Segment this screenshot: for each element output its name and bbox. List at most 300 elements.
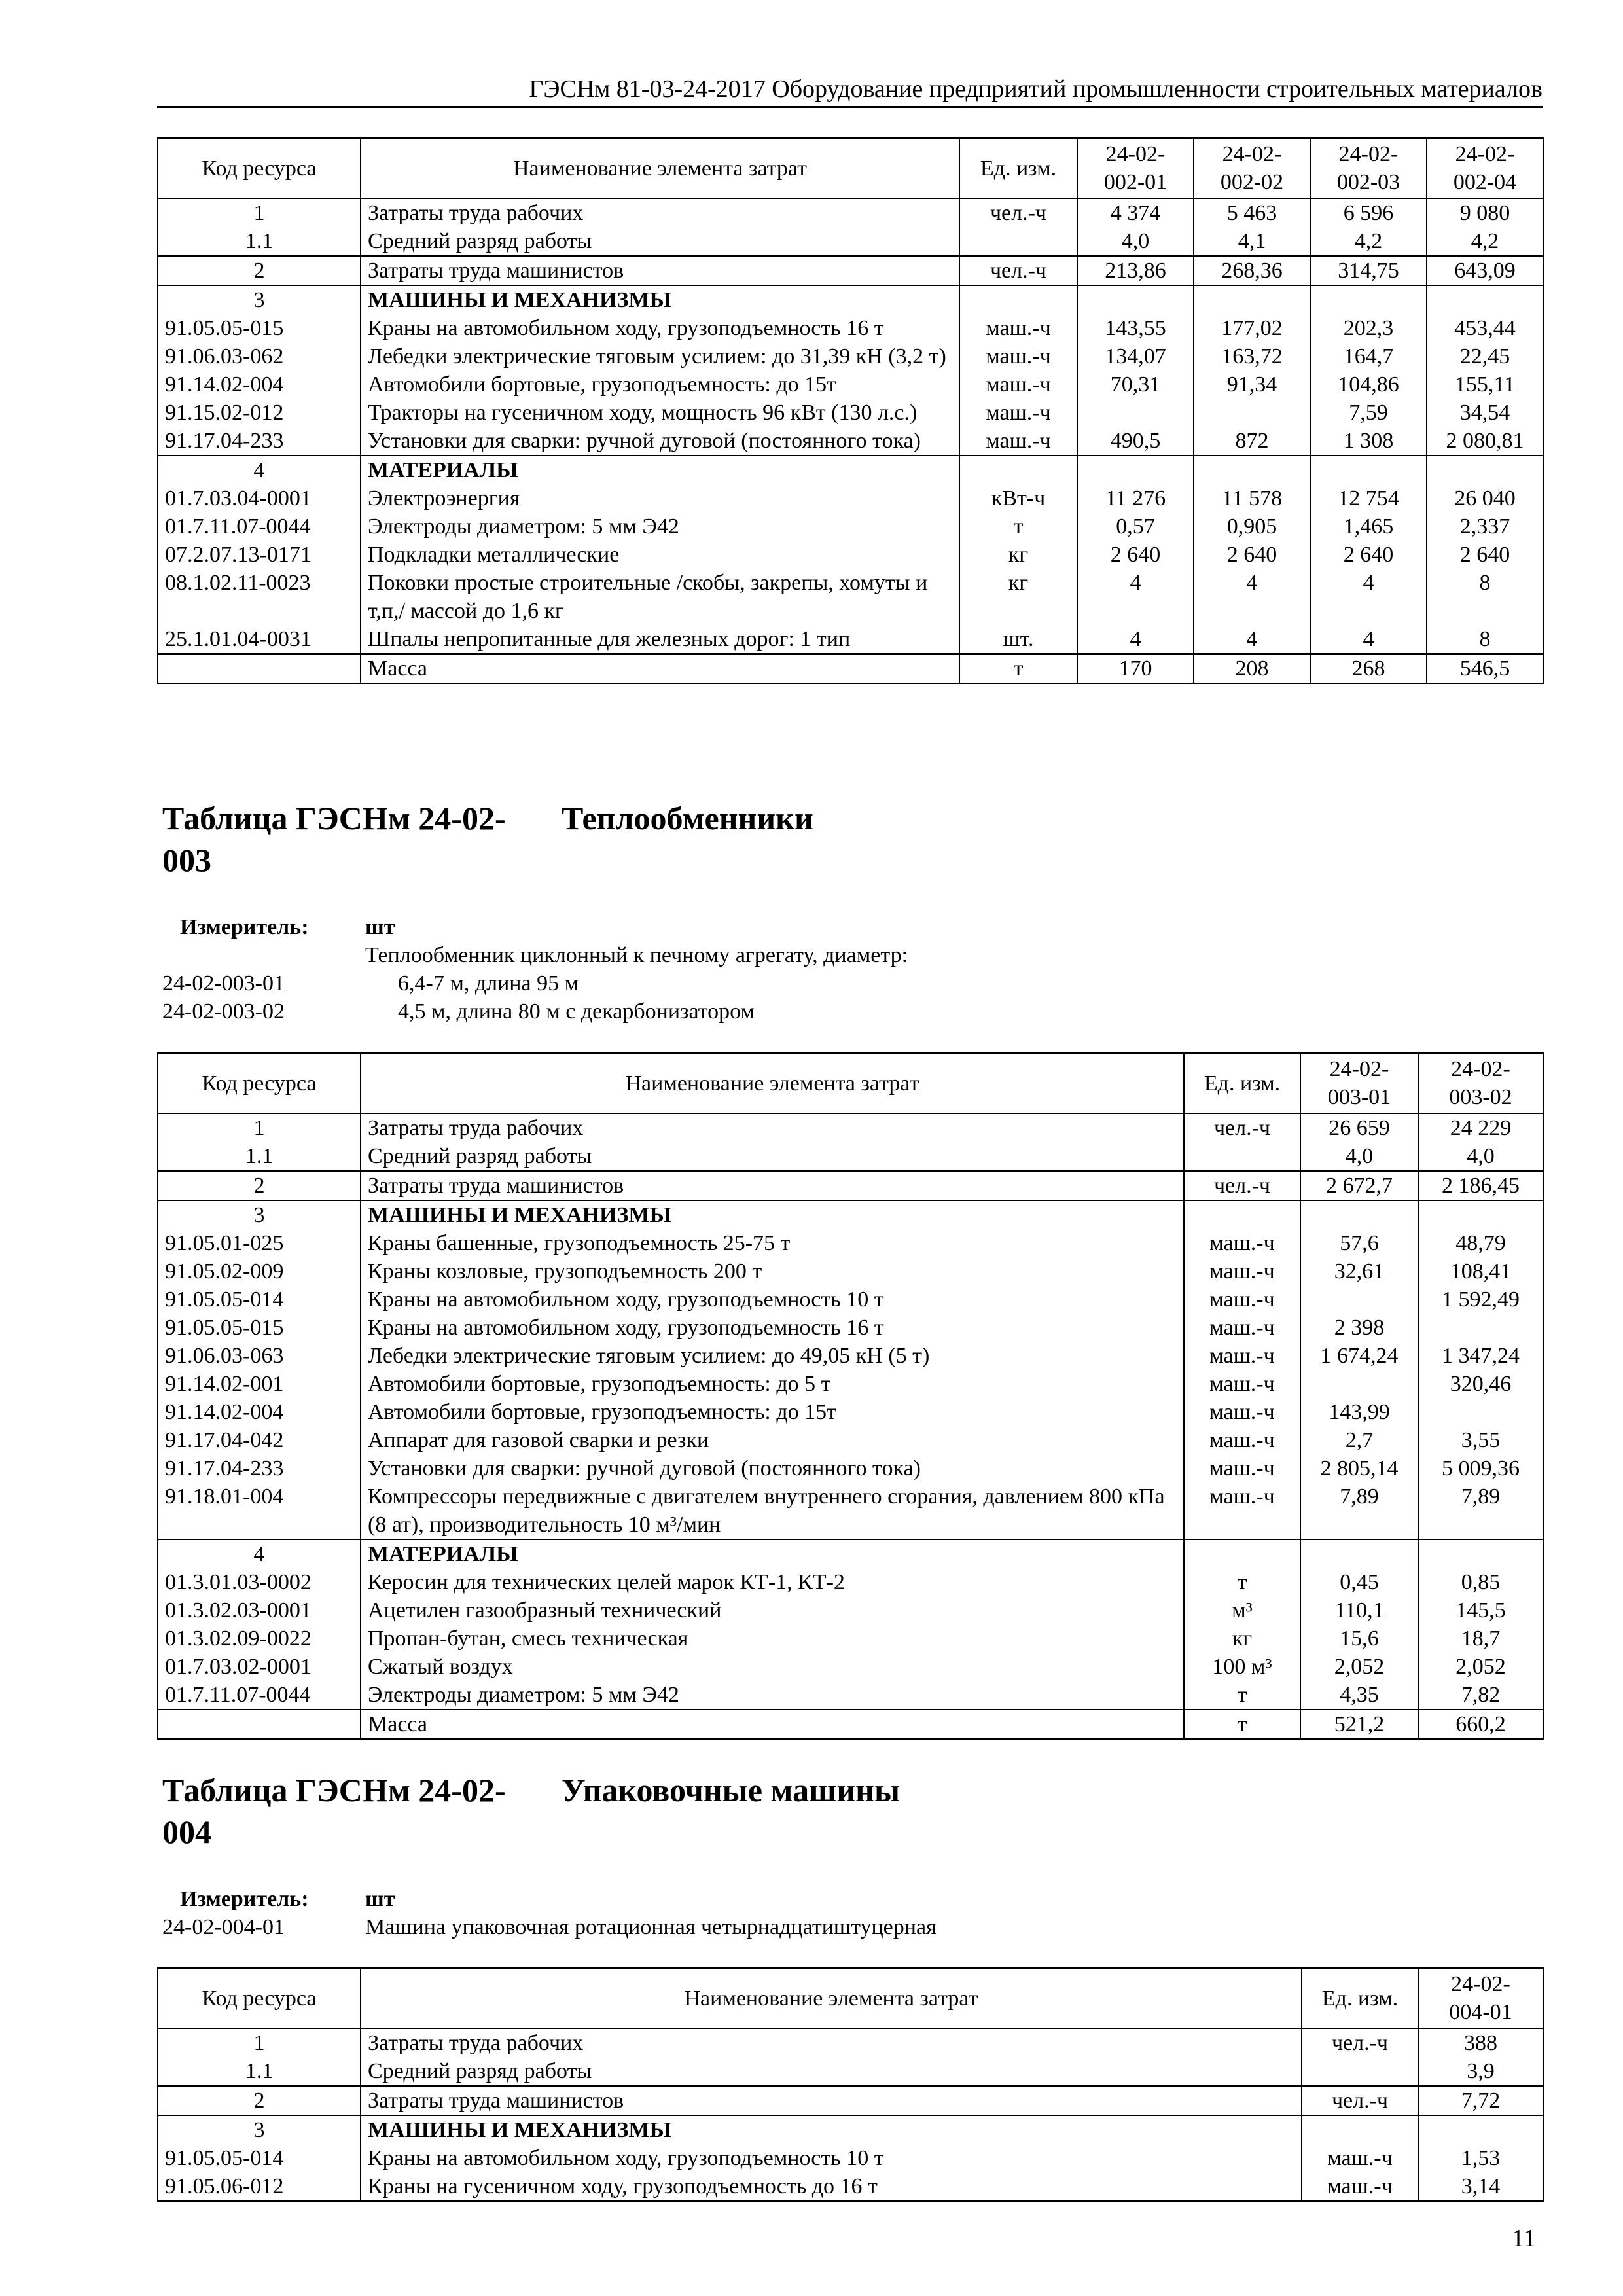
resource-value (1077, 399, 1194, 427)
resource-value: 32,61 (1300, 1257, 1418, 1285)
resource-value: 660,2 (1418, 1710, 1543, 1739)
resource-name: Аппарат для газовой сварки и резки (361, 1426, 1184, 1454)
resource-value: 546,5 (1427, 654, 1543, 683)
resource-value: 490,5 (1077, 427, 1194, 456)
col-unit: Ед. изм. (959, 138, 1077, 198)
resource-code: 91.06.03-062 (158, 342, 361, 370)
resource-value: 5 463 (1194, 198, 1310, 227)
resource-unit: маш.-ч (1184, 1454, 1300, 1482)
resource-value: 7,89 (1300, 1482, 1418, 1539)
table-row (158, 1710, 1543, 1739)
resource-value (1418, 1200, 1543, 1229)
resource-code: 91.05.02-009 (158, 1257, 361, 1285)
resource-value: 388 (1418, 2028, 1543, 2057)
resource-value: 268 (1310, 654, 1427, 683)
resource-value: 4 (1194, 625, 1310, 654)
resource-value: 5 009,36 (1418, 1454, 1543, 1482)
resource-value: 134,07 (1077, 342, 1194, 370)
table-row (158, 1426, 1543, 1454)
resource-value: 91,34 (1194, 370, 1310, 399)
resource-name: Затраты труда машинистов (361, 1171, 1184, 1200)
resource-name: МАШИНЫ И МЕХАНИЗМЫ (361, 285, 959, 314)
resource-name: Затраты труда машинистов (361, 2086, 1302, 2115)
resource-unit (1302, 2115, 1418, 2144)
resource-code: 91.05.05-014 (158, 2144, 361, 2172)
resource-table-24-02-002 (157, 137, 1544, 684)
resource-code: 4 (158, 1539, 361, 1568)
resource-unit (959, 227, 1077, 256)
resource-value: 7,82 (1418, 1681, 1543, 1710)
resource-value: 34,54 (1427, 399, 1543, 427)
resource-value (1077, 456, 1194, 484)
resource-unit (1302, 2057, 1418, 2086)
resource-code (158, 1710, 361, 1739)
resource-value: 2 805,14 (1300, 1454, 1418, 1482)
resource-name: Установки для сварки: ручной дуговой (постоянного тока) (361, 427, 959, 456)
resource-unit: т (1184, 1710, 1300, 1739)
resource-value: 4,1 (1194, 227, 1310, 256)
resource-unit: чел.-ч (1302, 2086, 1418, 2115)
resource-name: МАТЕРИАЛЫ (361, 1539, 1184, 1568)
resource-name: Средний разряд работы (361, 2057, 1302, 2086)
resource-value (1194, 456, 1310, 484)
resource-value: 202,3 (1310, 314, 1427, 342)
resource-code: 01.7.11.07-0044 (158, 1681, 361, 1710)
resource-value: 2,052 (1418, 1653, 1543, 1681)
resource-value: 4,35 (1300, 1681, 1418, 1710)
resource-value: 453,44 (1427, 314, 1543, 342)
col-norm: 24-02- 002-01 (1077, 138, 1194, 198)
resource-value: 2 640 (1310, 541, 1427, 569)
table-title-24-02-003: Таблица ГЭСНм 24-02- 003 (162, 800, 506, 878)
table-row (158, 314, 1543, 342)
col-norm: 24-02- 002-04 (1427, 138, 1543, 198)
meter-code: 24-02-004-01 (162, 1915, 285, 1939)
resource-value: 1 592,49 (1418, 1285, 1543, 1314)
resource-value: 2 398 (1300, 1314, 1418, 1342)
resource-name: Масса (361, 1710, 1184, 1739)
resource-value: 108,41 (1418, 1257, 1543, 1285)
resource-value: 1 347,24 (1418, 1342, 1543, 1370)
resource-value: 164,7 (1310, 342, 1427, 370)
resource-name: МАШИНЫ И МЕХАНИЗМЫ (361, 2115, 1302, 2144)
resource-code: 91.05.01-025 (158, 1229, 361, 1257)
resource-code: 91.17.04-233 (158, 1454, 361, 1482)
resource-code: 3 (158, 2115, 361, 2144)
resource-value: 4,0 (1418, 1142, 1543, 1171)
col-name: Наименование элемента затрат (361, 138, 959, 198)
resource-name: Краны на автомобильном ходу, грузоподъемность 10 т (361, 1285, 1184, 1314)
resource-value (1418, 1314, 1543, 1342)
resource-name: Компрессоры передвижные с двигателем внутреннего сгорания, давлением 800 кПа (8 ат), производительность 10 м³/мин (361, 1482, 1184, 1539)
resource-value (1418, 1398, 1543, 1426)
table-row (158, 1539, 1543, 1568)
resource-value (1310, 285, 1427, 314)
resource-value: 1,53 (1418, 2144, 1543, 2172)
resource-unit: чел.-ч (959, 198, 1077, 227)
resource-value: 4,2 (1427, 227, 1543, 256)
col-norm: 24-02- 003-02 (1418, 1053, 1543, 1113)
resource-name: Затраты труда машинистов (361, 256, 959, 285)
table-row (158, 1342, 1543, 1370)
table-name: Упаковочные машины (562, 1772, 900, 1808)
table-row (158, 1596, 1543, 1624)
col-norm: 24-02- 004-01 (1418, 1968, 1543, 2028)
resource-value: 26 040 (1427, 484, 1543, 512)
meter-text: 4,5 м, длина 80 м с декарбонизатором (398, 999, 755, 1024)
resource-name: Краны на гусеничном ходу, грузоподъемность до 16 т (361, 2172, 1302, 2201)
col-code: Код ресурса (158, 1968, 361, 2028)
col-norm: 24-02- 002-03 (1310, 138, 1427, 198)
resource-value: 2 640 (1077, 541, 1194, 569)
resource-unit: маш.-ч (959, 314, 1077, 342)
resource-code: 25.1.01.04-0031 (158, 625, 361, 654)
resource-value (1310, 456, 1427, 484)
resource-value: 7,59 (1310, 399, 1427, 427)
col-code: Код ресурса (158, 1053, 361, 1113)
resource-value: 143,55 (1077, 314, 1194, 342)
resource-value (1418, 2115, 1543, 2144)
resource-name: МАТЕРИАЛЫ (361, 456, 959, 484)
resource-code: 01.3.02.03-0001 (158, 1596, 361, 1624)
resource-value: 4 (1310, 625, 1427, 654)
meter-unit: шт (365, 915, 395, 939)
resource-value: 268,36 (1194, 256, 1310, 285)
resource-code: 4 (158, 456, 361, 484)
resource-value: 4,2 (1310, 227, 1427, 256)
resource-value: 70,31 (1077, 370, 1194, 399)
resource-unit: т (1184, 1681, 1300, 1710)
resource-code: 1.1 (158, 1142, 361, 1171)
table-row (158, 625, 1543, 654)
resource-value: 0,57 (1077, 512, 1194, 541)
resource-value: 521,2 (1300, 1710, 1418, 1739)
resource-name: Пропан-бутан, смесь техническая (361, 1624, 1184, 1653)
resource-unit: маш.-ч (1302, 2172, 1418, 2201)
table-row (158, 1681, 1543, 1710)
resource-value: 3,55 (1418, 1426, 1543, 1454)
resource-value: 3,9 (1418, 2057, 1543, 2086)
resource-value: 1 674,24 (1300, 1342, 1418, 1370)
resource-name: Краны на автомобильном ходу, грузоподъемность 16 т (361, 1314, 1184, 1342)
resource-unit: кг (1184, 1624, 1300, 1653)
table-row (158, 569, 1543, 625)
resource-name: Краны на автомобильном ходу, грузоподъемность 16 т (361, 314, 959, 342)
resource-value: 15,6 (1300, 1624, 1418, 1653)
resource-value (1194, 399, 1310, 427)
resource-code: 1.1 (158, 2057, 361, 2086)
resource-unit: чел.-ч (1302, 2028, 1418, 2057)
resource-unit: маш.-ч (959, 342, 1077, 370)
resource-value: 8 (1427, 625, 1543, 654)
resource-unit: чел.-ч (959, 256, 1077, 285)
table-row (158, 1113, 1543, 1142)
resource-code: 01.3.02.09-0022 (158, 1624, 361, 1653)
resource-value: 155,11 (1427, 370, 1543, 399)
resource-code: 91.14.02-004 (158, 1398, 361, 1426)
resource-value: 4 (1310, 569, 1427, 625)
table-row (158, 1142, 1543, 1171)
col-name: Наименование элемента затрат (361, 1053, 1184, 1113)
resource-unit (1184, 1142, 1300, 1171)
col-unit: Ед. изм. (1302, 1968, 1418, 2028)
resource-name: Затраты труда рабочих (361, 2028, 1302, 2057)
resource-value: 3,14 (1418, 2172, 1543, 2201)
resource-value: 1,465 (1310, 512, 1427, 541)
resource-code: 01.3.01.03-0002 (158, 1568, 361, 1596)
resource-name: Затраты труда рабочих (361, 1113, 1184, 1142)
meter-unit: шт (365, 1887, 395, 1911)
resource-table-24-02-003 (157, 1052, 1544, 1740)
resource-code: 2 (158, 256, 361, 285)
resource-code: 2 (158, 1171, 361, 1200)
table-name: Теплообменники (562, 800, 813, 836)
resource-value (1194, 285, 1310, 314)
table-row (158, 2086, 1543, 2115)
table-row (158, 1624, 1543, 1653)
resource-value: 170 (1077, 654, 1194, 683)
table-row (158, 370, 1543, 399)
resource-name: Поковки простые строительные /скобы, закрепы, хомуты и т,п,/ массой до 1,6 кг (361, 569, 959, 625)
resource-unit: маш.-ч (1184, 1314, 1300, 1342)
resource-value (1427, 285, 1543, 314)
resource-value: 4 374 (1077, 198, 1194, 227)
resource-value: 643,09 (1427, 256, 1543, 285)
resource-value: 6 596 (1310, 198, 1427, 227)
resource-value: 12 754 (1310, 484, 1427, 512)
resource-unit: маш.-ч (959, 370, 1077, 399)
resource-value: 2 672,7 (1300, 1171, 1418, 1200)
resource-name: Керосин для технических целей марок КТ-1, КТ-2 (361, 1568, 1184, 1596)
table-row (158, 2028, 1543, 2057)
resource-name: Тракторы на гусеничном ходу, мощность 96 кВт (130 л.с.) (361, 399, 959, 427)
table-row (158, 1454, 1543, 1482)
resource-value (1077, 285, 1194, 314)
resource-value: 57,6 (1300, 1229, 1418, 1257)
resource-code: 91.05.05-014 (158, 1285, 361, 1314)
table-row (158, 342, 1543, 370)
resource-value: 208 (1194, 654, 1310, 683)
resource-value (1300, 1539, 1418, 1568)
resource-value: 7,72 (1418, 2086, 1543, 2115)
resource-unit: маш.-ч (1184, 1229, 1300, 1257)
resource-unit (959, 285, 1077, 314)
resource-unit: маш.-ч (959, 427, 1077, 456)
resource-unit: кВт-ч (959, 484, 1077, 512)
table-row (158, 2172, 1543, 2201)
resource-value: 2 080,81 (1427, 427, 1543, 456)
table-title-24-02-004: Таблица ГЭСНм 24-02- 004 (162, 1772, 506, 1850)
resource-code: 91.06.03-063 (158, 1342, 361, 1370)
resource-unit: чел.-ч (1184, 1171, 1300, 1200)
resource-name: Средний разряд работы (361, 1142, 1184, 1171)
table-row (158, 1200, 1543, 1229)
table-row (158, 456, 1543, 484)
table-row (158, 2057, 1543, 2086)
resource-unit: маш.-ч (1184, 1398, 1300, 1426)
resource-value: 2 186,45 (1418, 1171, 1543, 1200)
resource-value: 0,45 (1300, 1568, 1418, 1596)
table-row (158, 1482, 1543, 1539)
col-name: Наименование элемента затрат (361, 1968, 1302, 2028)
col-unit: Ед. изм. (1184, 1053, 1300, 1113)
resource-code: 91.05.05-015 (158, 1314, 361, 1342)
resource-unit: м³ (1184, 1596, 1300, 1624)
col-norm: 24-02- 003-01 (1300, 1053, 1418, 1113)
resource-value: 2 640 (1194, 541, 1310, 569)
resource-value: 48,79 (1418, 1229, 1543, 1257)
col-norm: 24-02- 002-02 (1194, 138, 1310, 198)
table-row (158, 285, 1543, 314)
resource-value: 4,0 (1077, 227, 1194, 256)
table-row (158, 399, 1543, 427)
resource-code: 91.14.02-004 (158, 370, 361, 399)
resource-code: 1 (158, 1113, 361, 1142)
resource-code: 3 (158, 1200, 361, 1229)
resource-unit (1184, 1200, 1300, 1229)
resource-value: 320,46 (1418, 1370, 1543, 1398)
resource-value: 0,85 (1418, 1568, 1543, 1596)
table-row (158, 2115, 1543, 2144)
resource-name: Автомобили бортовые, грузоподъемность: до 15т (361, 1398, 1184, 1426)
resource-unit: т (959, 654, 1077, 683)
resource-value: 4 (1077, 569, 1194, 625)
resource-unit: кг (959, 569, 1077, 625)
page-header: ГЭСНм 81-03-24-2017 Оборудование предприятий промышленности строительных материалов (157, 73, 1543, 108)
resource-name: Установки для сварки: ручной дуговой (постоянного тока) (361, 1454, 1184, 1482)
resource-unit: маш.-ч (1184, 1370, 1300, 1398)
resource-value: 24 229 (1418, 1113, 1543, 1142)
resource-value: 2,337 (1427, 512, 1543, 541)
resource-code: 91.14.02-001 (158, 1370, 361, 1398)
resource-name: Лебедки электрические тяговым усилием: до 49,05 кН (5 т) (361, 1342, 1184, 1370)
resource-unit: чел.-ч (1184, 1113, 1300, 1142)
table-row (158, 512, 1543, 541)
resource-value (1300, 1370, 1418, 1398)
table-row (158, 1285, 1543, 1314)
table-row (158, 2144, 1543, 2172)
resource-name: Электроды диаметром: 5 мм Э42 (361, 512, 959, 541)
meter-code: 24-02-003-01 (162, 971, 285, 996)
table-row (158, 1229, 1543, 1257)
resource-unit: т (1184, 1568, 1300, 1596)
resource-value: 8 (1427, 569, 1543, 625)
col-code: Код ресурса (158, 138, 361, 198)
meter-label: Измеритель: (180, 1887, 309, 1911)
resource-code: 91.18.01-004 (158, 1482, 361, 1539)
resource-code: 1.1 (158, 227, 361, 256)
resource-value: 9 080 (1427, 198, 1543, 227)
table-row (158, 1398, 1543, 1426)
resource-value: 7,89 (1418, 1482, 1543, 1539)
resource-value: 110,1 (1300, 1596, 1418, 1624)
resource-name: Затраты труда рабочих (361, 198, 959, 227)
resource-name: Автомобили бортовые, грузоподъемность: до 15т (361, 370, 959, 399)
resource-name: МАШИНЫ И МЕХАНИЗМЫ (361, 1200, 1184, 1229)
table-row (158, 1314, 1543, 1342)
table-row (158, 484, 1543, 512)
resource-name: Электроэнергия (361, 484, 959, 512)
resource-unit: т (959, 512, 1077, 541)
resource-value (1300, 1285, 1418, 1314)
resource-unit: маш.-ч (1184, 1342, 1300, 1370)
table-row (158, 654, 1543, 683)
resource-value: 0,905 (1194, 512, 1310, 541)
resource-unit: маш.-ч (1184, 1426, 1300, 1454)
resource-unit: маш.-ч (1302, 2144, 1418, 2172)
resource-value: 26 659 (1300, 1113, 1418, 1142)
resource-name: Подкладки металлические (361, 541, 959, 569)
meter-description: Теплообменник циклонный к печному агрегату, диаметр: (365, 943, 908, 967)
resource-code: 91.17.04-233 (158, 427, 361, 456)
resource-code: 3 (158, 285, 361, 314)
resource-value (1300, 1200, 1418, 1229)
resource-unit: маш.-ч (1184, 1257, 1300, 1285)
resource-value: 4 (1077, 625, 1194, 654)
resource-unit: маш.-ч (1184, 1285, 1300, 1314)
resource-value: 104,86 (1310, 370, 1427, 399)
resource-name: Краны башенные, грузоподъемность 25-75 т (361, 1229, 1184, 1257)
resource-code: 91.05.06-012 (158, 2172, 361, 2201)
table-row (158, 427, 1543, 456)
table-row (158, 1653, 1543, 1681)
resource-value: 872 (1194, 427, 1310, 456)
resource-name: Средний разряд работы (361, 227, 959, 256)
resource-unit: 100 м³ (1184, 1653, 1300, 1681)
resource-value: 213,86 (1077, 256, 1194, 285)
resource-code: 2 (158, 2086, 361, 2115)
resource-unit: шт. (959, 625, 1077, 654)
resource-name: Масса (361, 654, 959, 683)
resource-value: 143,99 (1300, 1398, 1418, 1426)
resource-value: 145,5 (1418, 1596, 1543, 1624)
resource-value: 2 640 (1427, 541, 1543, 569)
resource-value: 314,75 (1310, 256, 1427, 285)
resource-name: Сжатый воздух (361, 1653, 1184, 1681)
meter-text: Машина упаковочная ротационная четырнадцатиштуцерная (365, 1915, 936, 1939)
resource-unit (959, 456, 1077, 484)
resource-unit (1184, 1539, 1300, 1568)
resource-value: 1 308 (1310, 427, 1427, 456)
resource-name: Шпалы непропитанные для железных дорог: 1 тип (361, 625, 959, 654)
resource-code: 91.05.05-015 (158, 314, 361, 342)
resource-value: 163,72 (1194, 342, 1310, 370)
table-row (158, 198, 1543, 227)
resource-value: 177,02 (1194, 314, 1310, 342)
resource-table-24-02-004 (157, 1967, 1544, 2202)
resource-name: Автомобили бортовые, грузоподъемность: до 5 т (361, 1370, 1184, 1398)
resource-code: 08.1.02.11-0023 (158, 569, 361, 625)
resource-unit: маш.-ч (959, 399, 1077, 427)
table-row (158, 227, 1543, 256)
resource-code: 01.7.03.04-0001 (158, 484, 361, 512)
resource-value: 11 276 (1077, 484, 1194, 512)
table-row (158, 1257, 1543, 1285)
resource-unit: маш.-ч (1184, 1482, 1300, 1539)
resource-value: 2,7 (1300, 1426, 1418, 1454)
resource-code: 01.7.11.07-0044 (158, 512, 361, 541)
meter-text: 6,4-7 м, длина 95 м (398, 971, 579, 996)
table-row (158, 1171, 1543, 1200)
resource-code: 07.2.07.13-0171 (158, 541, 361, 569)
resource-code: 1 (158, 198, 361, 227)
resource-code: 91.15.02-012 (158, 399, 361, 427)
meter-code: 24-02-003-02 (162, 999, 285, 1024)
resource-value (1427, 456, 1543, 484)
page-number: 11 (1512, 2225, 1536, 2252)
resource-value: 18,7 (1418, 1624, 1543, 1653)
table-row (158, 1568, 1543, 1596)
